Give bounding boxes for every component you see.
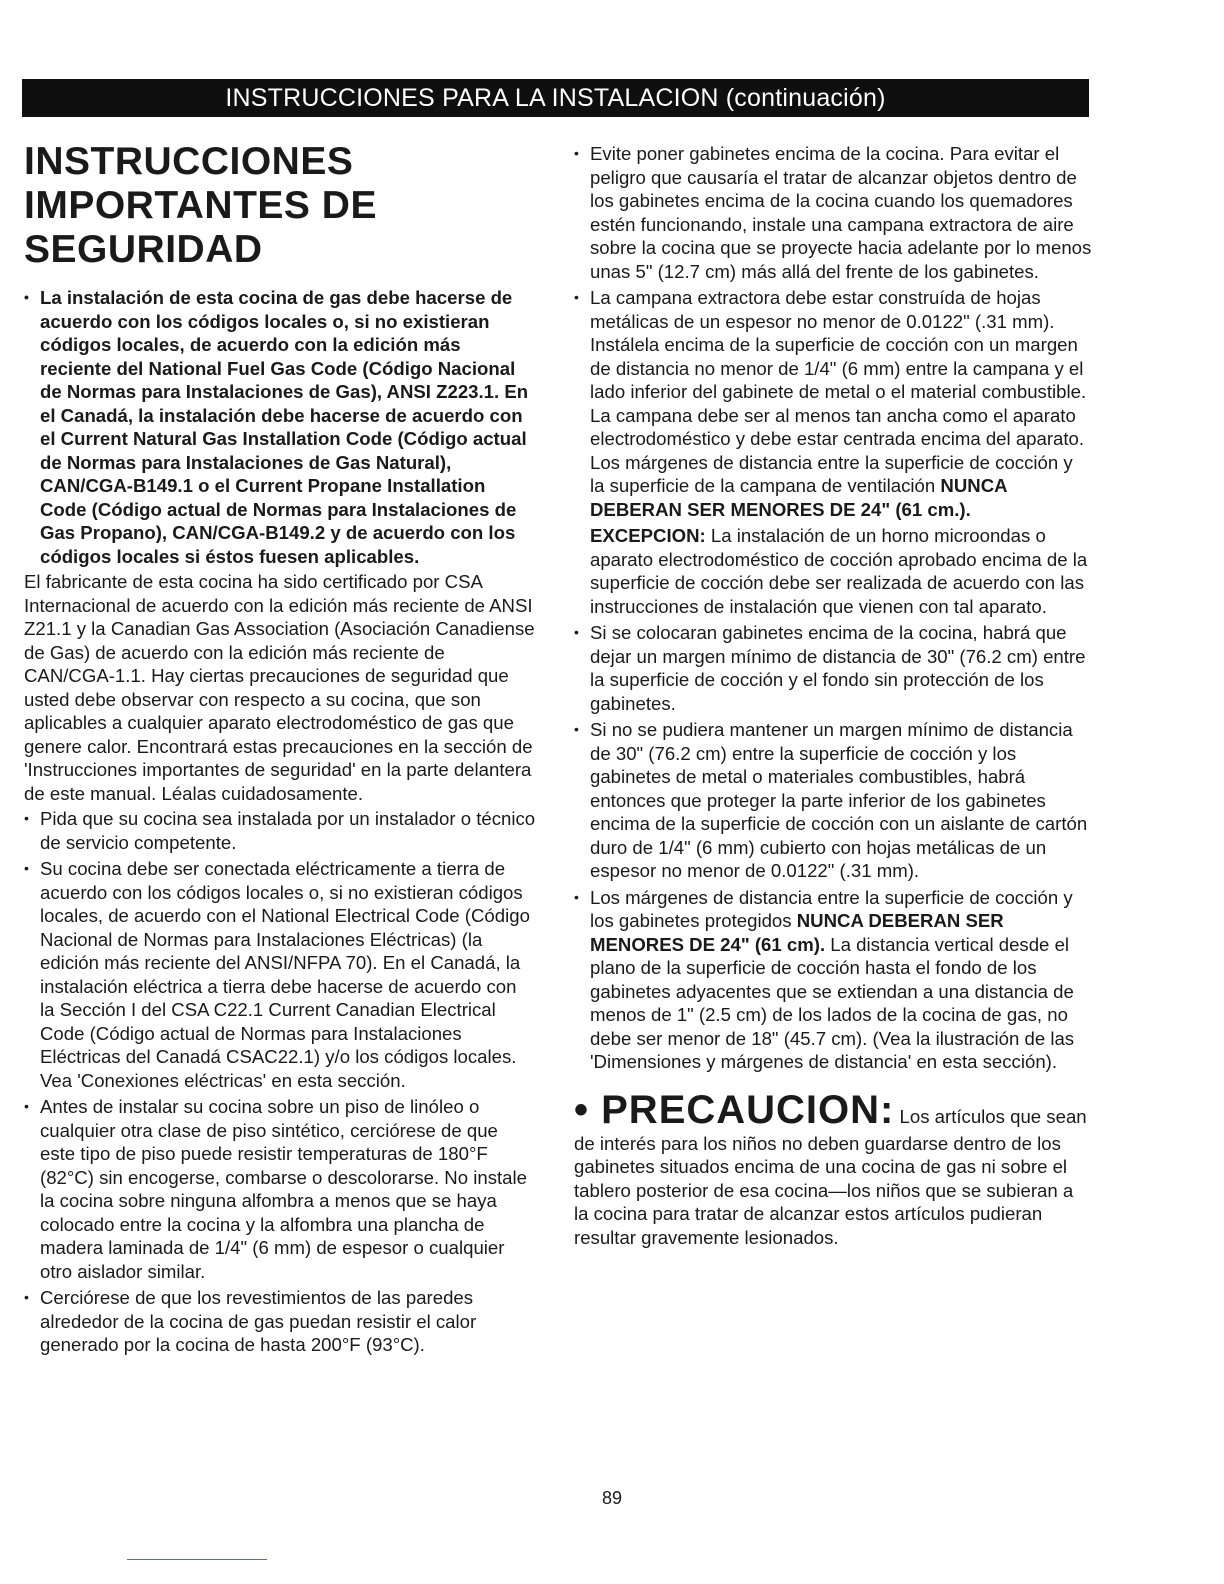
exception-text: La instalación de un horno microondas o aparato electrodoméstico de cocción aprobado encima de la superficie de cocción debe ser realizada de acuerdo con las instrucciones de instalación que vienen con tal aparato.	[590, 525, 1088, 617]
bullet-icon: •	[574, 888, 579, 905]
installation-code-text: La instalación de esta cocina de gas debe hacerse de acuerdo con los códigos locales o, si no existieran códigos locales, de acuerdo con la edición más reciente del National Fuel Gas Code (Código Nacional de Normas para Instalaciones de Gas), ANSI Z223.1. En el Canadá, la instalación debe hacerse de acuerdo con el Current Natural Gas Installation Code (Código actual de Normas para Instalaciones de Gas Natural), CAN/CGA-B149.1 o el Current Propane Installation Code (Código actual de Normas para Instalaciones de Gas Propano), CAN/CGA-B149.2 y de acuerdo con los códigos locales si éstos fuesen aplicables.	[40, 287, 529, 567]
bullet-icon: •	[24, 1098, 29, 1114]
right-column	[574, 142, 1092, 1249]
list-item	[24, 1095, 536, 1283]
list-item	[574, 886, 1092, 1074]
list-item	[574, 286, 1092, 521]
clearance-warning: NUNCA DEBERAN SER MENORES DE 24" (61 cm.).	[590, 475, 1007, 520]
left-column	[24, 140, 536, 1360]
bullet-icon: •	[24, 289, 29, 305]
footer-divider	[127, 1559, 267, 1560]
list-item	[574, 621, 1092, 715]
exception-label: EXCEPCION:	[590, 525, 706, 546]
safety-title-line: IMPORTANTES DE	[24, 184, 377, 227]
list-item	[24, 857, 536, 1092]
list-item-text: Los márgenes de distancia entre la superficie de cocción y los gabinetes protegidos	[590, 886, 1073, 931]
list-item	[24, 807, 536, 854]
bullet-icon: •	[24, 860, 29, 876]
list-item	[574, 142, 1092, 283]
list-item-text: Pida que su cocina sea instalada por un instalador o técnico de servicio competente.	[40, 808, 536, 853]
bullet-icon: •	[574, 289, 579, 305]
safety-title-line: INSTRUCCIONES	[24, 140, 354, 183]
list-item-text: Evite poner gabinetes encima de la cocina. Para evitar el peligro que causaría el tratar de alcanzar objetos dentro de los gabinetes encima de la cocina cuando los quemadores estén funcionando, instale una campana extractora de aire sobre la cocina que se proyecte hacia adelante por lo menos unas 5" (12.7 cm) más allá del frente de los gabinetes.	[590, 143, 1092, 282]
caution-label: PRECAUCION:	[601, 1087, 895, 1132]
caution-text: Los artículos que sean de interés para los niños no deben guardarse dentro de los gabinetes situados encima de una cocina de gas ni sobre el tablero posterior de esa cocina—los niños que se subieran a la cocina para tratar de alcanzar estos artículos pudieran resultar gravemente lesionados.	[574, 1105, 1087, 1248]
list-item-text: La campana extractora debe estar construída de hojas metálicas de un espesor no menor de 0.0122" (.31 mm). Instálela encima de la superficie de cocción con un margen de distancia no menor de 1/4" (6 mm) entre la campana y el lado inferior del gabinete de metal o el material combustible. La campana debe ser al menos tan ancha como el aparato electrodoméstico y debe estar centrada encima del aparato. Los márgenes de distancia entre la superficie de cocción y la superficie de la campana de ventilación	[590, 287, 1087, 496]
list-item	[574, 718, 1092, 883]
installation-code-note	[24, 286, 536, 568]
section-header: INSTRUCCIONES PARA LA INSTALACION (continuación)	[22, 79, 1089, 117]
safety-title-line: SEGURIDAD	[24, 228, 263, 271]
list-item-text: Si no se pudiera mantener un margen mínimo de distancia de 30" (76.2 cm) entre la superficie de cocción y los gabinetes de metal o materiales combustibles, habrá entonces que proteger la parte inferior de los gabinetes encima de la superficie de cocción con un aislante de cartón duro de 1/4" (6 mm) cubierto con hojas metálicas de un espesor no menor de 0.0122" (.31 mm).	[590, 719, 1088, 881]
bullet-icon: •	[574, 624, 579, 640]
list-item-text: Si se colocaran gabinetes encima de la cocina, habrá que dejar un margen mínimo de distancia de 30" (76.2 cm) entre la superficie de cocción y el fondo sin protección de los gabinetes.	[590, 622, 1086, 714]
bullet-icon: •	[574, 721, 579, 737]
caution-note	[574, 1088, 1092, 1250]
list-item-text: La distancia vertical desde el plano de la superficie de cocción hasta el fondo de los gabinetes adyacentes que se extiendan a una distancia de menos de 1" (2.5 cm) de los lados de la cocina de gas, no debe ser menor de 18" (45.7 cm). (Vea la ilustración de las 'Dimensiones y márgenes de distancia' en esta sección).	[590, 933, 1075, 1072]
page-number: 89	[601, 1488, 623, 1508]
list-item-text: Su cocina debe ser conectada eléctricamente a tierra de acuerdo con los códigos locales o, si no existieran códigos locales, de acuerdo con el National Electrical Code (Código Nacional de Normas para Instalaciones Eléctricas) (la edición más reciente del ANSI/NFPA 70). En el Canadá, la instalación eléctrica a tierra debe hacerse de acuerdo con la Sección I del CSA C22.1 Current Canadian Electrical Code (Código actual de Normas para Instalaciones Eléctricas del Canadá CSAC22.1) y/o los códigos locales. Vea 'Conexiones eléctricas' en esta sección.	[40, 858, 530, 1091]
bullet-icon: •	[24, 1289, 29, 1305]
bullet-icon: •	[24, 810, 29, 826]
bullet-icon: •	[574, 145, 579, 161]
certification-paragraph: El fabricante de esta cocina ha sido certificado por CSA Internacional de acuerdo con la edición más reciente de ANSI Z21.1 y la Canadian Gas Association (Asociación Canadiense de Gas) de acuerdo con la edición más reciente de CAN/CGA-1.1. Hay ciertas precauciones de seguridad que usted debe observar con respecto a su cocina, que son aplicables a cualquier aparato electrodoméstico de gas que genere calor. Encontrará estas precauciones en la sección de 'Instrucciones importantes de seguridad' en la parte delantera de este manual. Léalas cuidadosamente.	[24, 571, 535, 804]
exception-note	[574, 524, 1092, 618]
caution-bullet-icon: •	[574, 1087, 602, 1132]
clearance-warning: NUNCA DEBERAN SER MENORES DE 24" (61 cm).	[590, 910, 1004, 955]
list-item-text: Antes de instalar su cocina sobre un piso de linóleo o cualquier otra clase de piso sintético, cerciórese de que este tipo de piso puede resistir temperaturas de 180°F (82°C) sin encogerse, combarse o descolorarse. No instale la cocina sobre ninguna alfombra a menos que se haya colocado entre la cocina y la alfombra una plancha de madera laminada de 1/4" (6 mm) de espesor o cualquier otro aislador similar.	[40, 1096, 527, 1282]
list-item-text: Cerciórese de que los revestimientos de las paredes alrededor de la cocina de gas puedan resistir el calor generado por la cocina de hasta 200°F (93°C).	[40, 1287, 477, 1355]
list-item	[24, 1286, 536, 1357]
safety-title	[24, 140, 536, 272]
